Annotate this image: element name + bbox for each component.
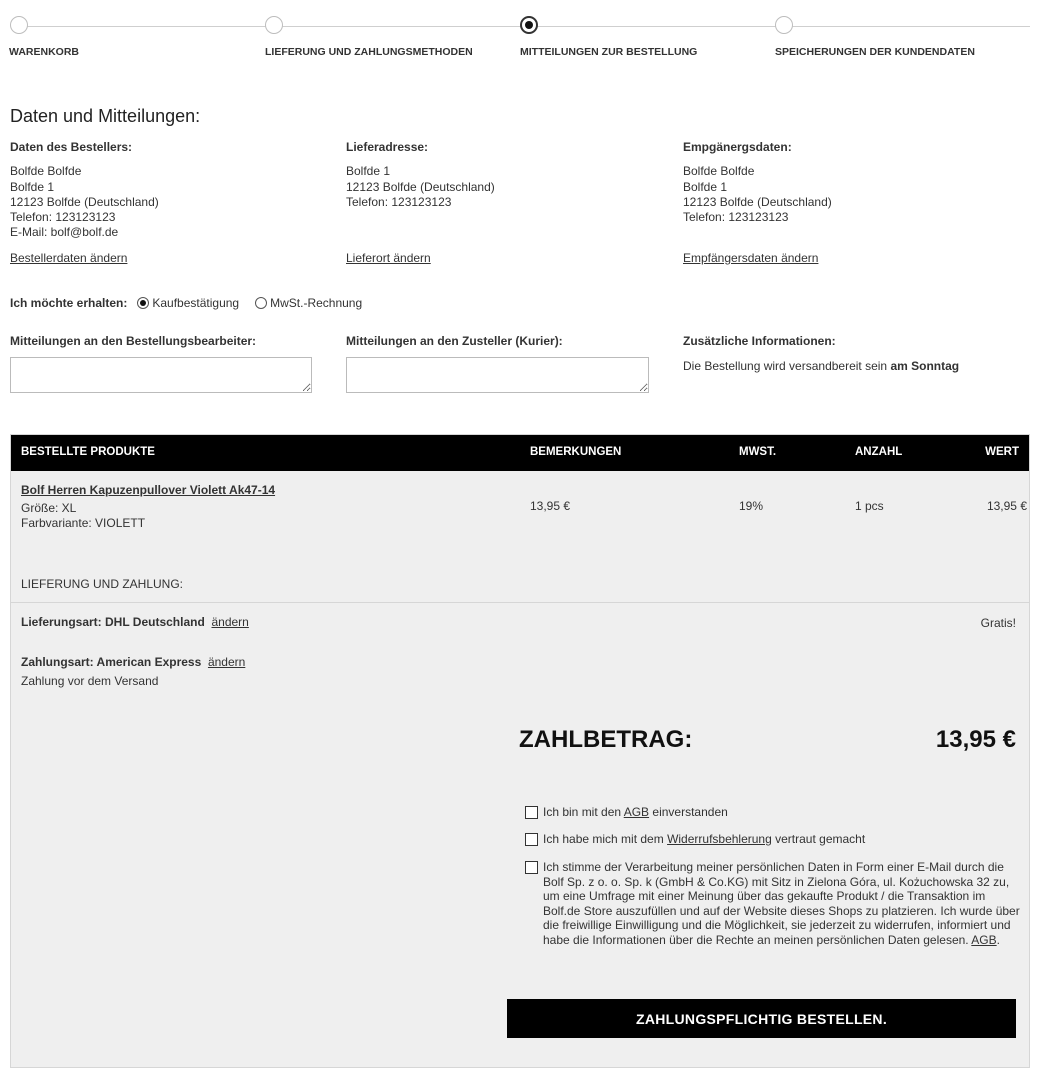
recipient-data [683,140,1003,270]
radio-order-confirmation-label: Kaufbestätigung [152,296,240,310]
payment-method: Zahlungsart: American Express [21,655,202,669]
radio-vat-invoice[interactable] [255,296,362,310]
shipping-method: Lieferungsart: DHL Deutschland [21,615,205,629]
orderer-line: Bolfde 1 [10,179,55,194]
processor-message-input[interactable] [10,357,312,393]
receive-label: Ich möchte erhalten: [10,296,128,310]
radio-vat-invoice-label: MwSt.-Rechnung [270,296,363,310]
consent-privacy-body: Ich stimme der Verarbeitung meiner persönlichen Daten in Form einer E-Mail durch die Bolf Sp. z o. o. Sp. k (GmbH & Co.KG) mit Sitz in Zielona Góra, ul. Kożuchowska 32 zu, um eine Umfrage mit einer Meinung über das gekaufte Produkt / die Transaktion im Bolf.de Store auszufüllen und auf der Website dieses Shops zu platzieren. Ich wurde über die freiwillige Einwilligung und die Möglichkeit, sie jederzeit zu widerrufen, informiert und habe die Informationen über die Rechte an meinen persönlichen Daten gelesen. [543,860,1020,947]
recipient-heading: Empgänergsdaten: [683,140,792,154]
product-remarks: 13,95 € [530,499,571,513]
header-vat: MWST. [739,446,777,458]
radio-order-confirmation[interactable] [137,296,239,310]
payment-note: Zahlung vor dem Versand [21,674,159,688]
shipping-row [21,615,249,629]
consent-withdrawal [525,832,1022,847]
withdrawal-link[interactable]: Widerrufsbehlerung [667,832,772,846]
ready-day: am Sonntag [890,359,960,373]
order-table-header [11,435,1029,471]
product-name-link[interactable]: Bolf Herren Kapuzenpullover Violett Ak47-14 [21,483,276,497]
product-qty: 1 pcs [855,499,884,513]
step-delivery-payment-label: LIEFERUNG UND ZAHLUNGSMETHODEN [265,46,473,58]
step-delivery-payment-circle [265,16,283,34]
radio-order-confirmation-control[interactable] [137,297,149,309]
additional-info [683,334,959,373]
step-messages-circle [520,16,538,34]
product-vat: 19% [739,499,764,513]
step-messages-label: MITTEILUNGEN ZUR BESTELLUNG [520,46,698,58]
header-remarks: BEMERKUNGEN [530,446,622,458]
consent-agb-checkbox[interactable] [525,806,538,819]
place-order-button[interactable]: ZAHLUNGSPFLICHTIG BESTELLEN. [507,999,1016,1038]
step-cart-label: WARENKORB [9,46,79,58]
orderer-line: Bolfde Bolfde [10,164,82,179]
step-save-data-label: SPEICHERUNGEN DER KUNDENDATEN [775,46,975,58]
recipient-line: 12123 Bolfde (Deutschland) [683,194,832,209]
consent-withdrawal-post: vertraut gemacht [775,832,866,846]
step-messages [520,16,698,58]
consent-agb-text [543,805,728,820]
section-title: Daten und Mitteilungen: [10,106,201,126]
courier-message-label: Mitteilungen an den Zusteller (Kurier): [346,334,563,348]
delivery-payment-heading: LIEFERUNG UND ZAHLUNG: [21,577,184,591]
product-size: Größe: XL [21,501,77,515]
consent-withdrawal-checkbox[interactable] [525,833,538,846]
delivery-line: Telefon: 123123123 [346,194,452,209]
total-amount: 13,95 € [935,726,1016,753]
consent-privacy-post: . [996,932,1000,947]
courier-message-input[interactable] [346,357,649,393]
delivery-heading: Lieferadresse: [346,140,429,154]
step-save-data [775,16,975,58]
orderer-line: Telefon: 123123123 [10,210,116,225]
processor-message [10,334,312,396]
delivery-line: 12123 Bolfde (Deutschland) [346,179,495,194]
shipping-price: Gratis! [980,616,1016,630]
step-cart[interactable] [9,16,79,58]
step-save-data-circle [775,16,793,34]
header-value: WERT [985,446,1019,458]
total-label: ZAHLBETRAG: [519,726,693,753]
header-qty: ANZAHL [855,446,903,458]
delivery-line: Bolfde 1 [346,164,391,179]
additional-info-label: Zusätzliche Informationen: [683,334,836,348]
radio-vat-invoice-control[interactable] [255,297,267,309]
recipient-line: Bolfde Bolfde [683,164,755,179]
consent-agb-pre: Ich bin mit den [543,805,622,819]
divider [11,602,1029,603]
consent-withdrawal-text [543,832,865,847]
courier-message [346,334,649,396]
step-delivery-payment[interactable] [265,16,473,58]
change-orderer-link[interactable]: Bestellerdaten ändern [10,251,128,265]
change-recipient-link[interactable]: Empfängersdaten ändern [683,251,819,265]
consent-privacy-text [543,860,1022,947]
consent-privacy [525,860,1022,947]
checkout-stepper [10,16,1030,66]
orderer-line: E-Mail: bolf@bolf.de [10,225,119,240]
orderer-data [10,140,330,270]
recipient-line: Telefon: 123123123 [683,210,789,225]
processor-message-label: Mitteilungen an den Bestellungsbearbeiter: [10,334,257,348]
recipient-line: Bolfde 1 [683,179,728,194]
product-value: 13,95 € [986,499,1027,513]
product-color: Farbvariante: VIOLETT [21,516,146,530]
payment-row [21,655,245,669]
change-shipping-link[interactable]: ändern [211,615,249,629]
delivery-address [346,140,666,270]
ready-text: Die Bestellung wird versandbereit sein [683,359,888,373]
agb-link[interactable]: AGB [623,805,650,819]
orderer-heading: Daten des Bestellers: [10,140,133,154]
additional-info-text [683,359,959,373]
consent-withdrawal-pre: Ich habe mich mit dem [543,832,664,846]
privacy-agb-link[interactable]: AGB [971,932,997,947]
change-payment-link[interactable]: ändern [207,655,246,669]
receive-options [10,296,378,310]
change-delivery-link[interactable]: Lieferort ändern [346,251,431,265]
header-products: BESTELLTE PRODUKTE [21,446,155,458]
consent-agb [525,805,1022,820]
consent-agb-post: einverstanden [652,805,728,819]
step-cart-circle [10,16,28,34]
orderer-line: 12123 Bolfde (Deutschland) [10,194,159,209]
consent-privacy-checkbox[interactable] [525,861,538,874]
order-summary [10,434,1030,1068]
